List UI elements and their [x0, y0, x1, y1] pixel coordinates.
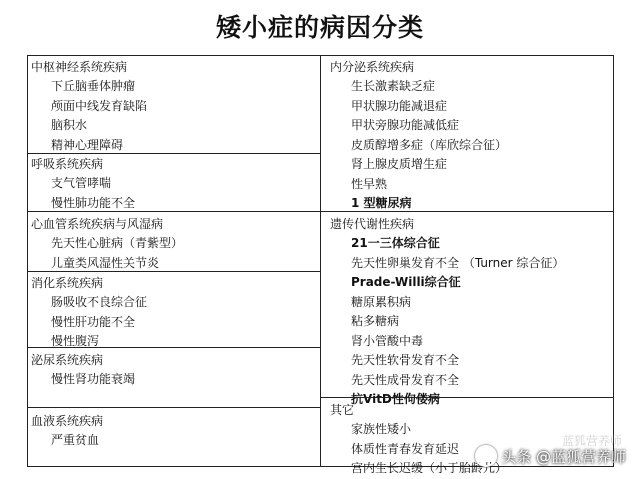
list-item: 严重贫血	[51, 433, 100, 447]
section-digestive	[28, 271, 320, 347]
list-item: 体质性青春发育延迟	[351, 441, 460, 456]
faint-watermark: 蓝狐营养师	[561, 434, 622, 448]
right-column-table	[320, 55, 614, 475]
list-item: 慢性肝功能不全	[51, 314, 136, 329]
list-item: 肾小管酸中毒	[351, 333, 424, 348]
section-blood	[28, 407, 320, 466]
list-item: Prade-Willi综合征	[351, 275, 461, 289]
list-item: 颅面中线发育缺陷	[51, 98, 148, 113]
list-item: 粘多糖病	[351, 314, 400, 328]
list-item: 生长激素缺乏症	[351, 79, 436, 93]
list-item: 肾上腺皮质增生症	[351, 157, 448, 171]
list-item: 甲状旁腺功能减低症	[351, 118, 460, 132]
list-item: 脑积水	[51, 118, 88, 132]
watermark	[475, 445, 626, 467]
list-item: 先天性卵巢发育不全 （Turner 综合征）	[351, 255, 565, 270]
list-item: 慢性腹泻	[51, 334, 100, 348]
section-title: 遗传代谢性疾病	[330, 217, 415, 231]
section-cardio	[28, 211, 320, 271]
list-item: 下丘脑垂体肿瘤	[51, 79, 136, 93]
section-title: 泌尿系统疾病	[31, 353, 104, 367]
section-title: 心血管系统疾病与风湿病	[31, 217, 164, 231]
list-item: 慢性肺功能不全	[51, 195, 136, 210]
section-respiratory	[28, 153, 320, 211]
left-column-table	[27, 55, 321, 467]
list-item: 先天性心脏病（青紫型）	[51, 236, 184, 250]
section-title: 血液系统疾病	[31, 414, 104, 428]
section-title: 中枢神经系统疾病	[31, 60, 128, 74]
list-item: 儿童类风湿性关节炎	[51, 255, 160, 270]
page-title: 矮小症的病因分类	[215, 13, 424, 42]
list-item: 抗VitD性佝偻病	[351, 392, 440, 406]
watermark-text: 头条 @蓝狐营养师	[501, 447, 626, 466]
section-title: 其它	[330, 403, 355, 417]
list-item: 先天性成骨发育不全	[351, 372, 460, 387]
toutiao-logo-icon	[475, 445, 497, 467]
list-item: 性早熟	[351, 176, 388, 191]
section-title: 内分泌系统疾病	[330, 60, 415, 74]
list-item: 糖原累积病	[351, 294, 412, 309]
list-item: 精神心理障碍	[51, 137, 124, 152]
list-item: 支气管哮喘	[51, 176, 112, 190]
section-endocrine	[321, 56, 613, 211]
section-title: 呼吸系统疾病	[31, 157, 104, 171]
list-item: 宫内生长迟缓（小于胎龄儿）	[351, 461, 508, 475]
list-item: 慢性肾功能衰竭	[51, 372, 136, 386]
list-item: 1 型糖尿病	[351, 196, 412, 210]
list-item: 家族性矮小	[351, 422, 412, 436]
list-item: 皮质醇增多症（库欣综合征）	[351, 137, 508, 152]
section-title: 消化系统疾病	[31, 276, 104, 290]
list-item: 甲状腺功能减退症	[351, 98, 448, 113]
section-urinary	[28, 347, 320, 407]
list-item: 21一三体综合征	[351, 236, 440, 250]
list-item: 肠吸收不良综合征	[51, 295, 148, 309]
list-item: 先天性软骨发育不全	[351, 353, 460, 367]
section-cns	[28, 56, 320, 153]
